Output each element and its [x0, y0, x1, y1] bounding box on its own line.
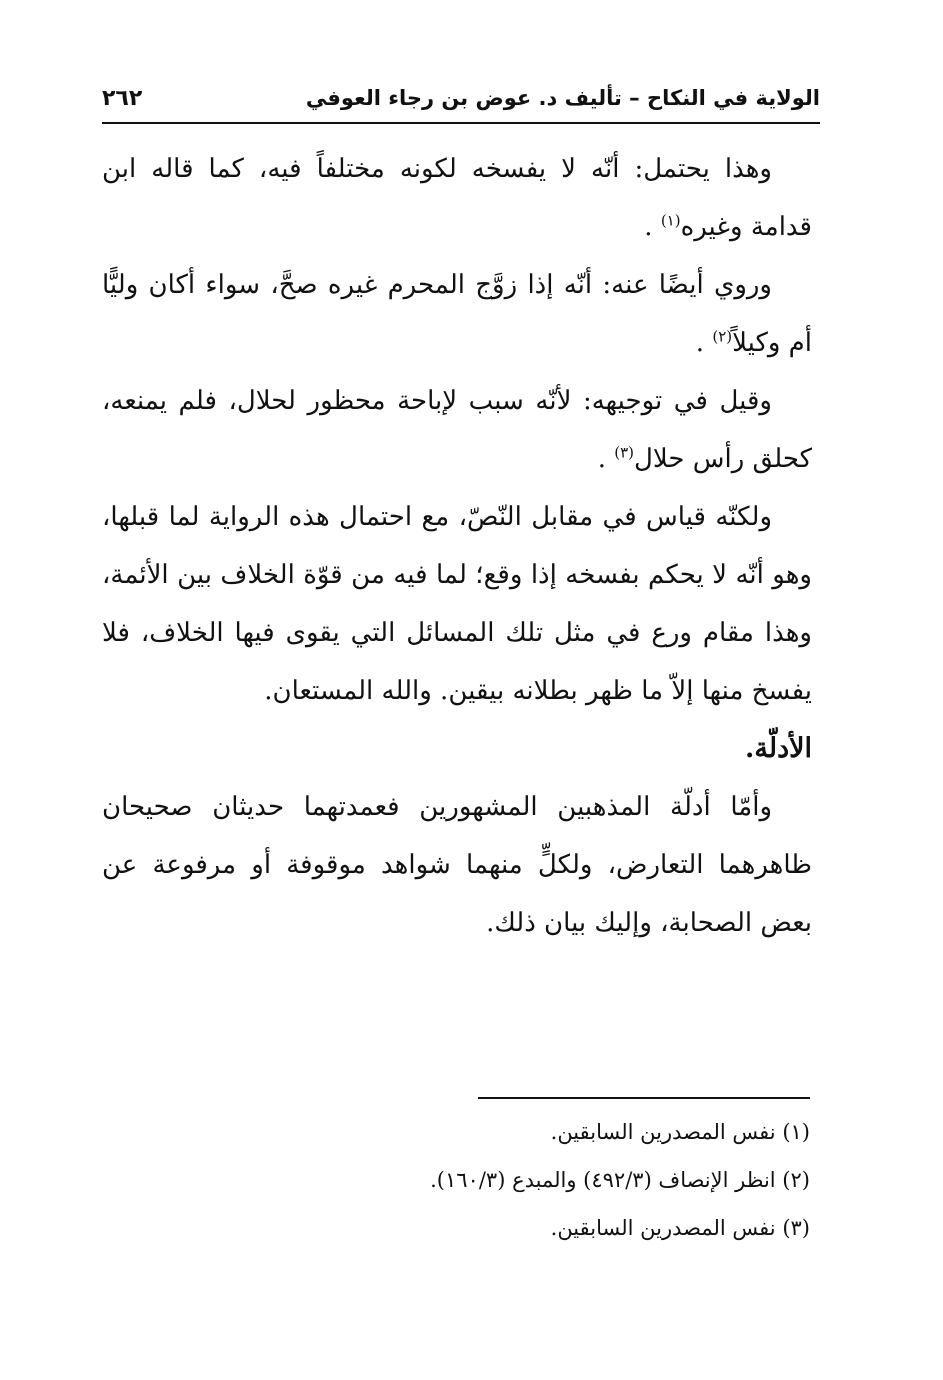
paragraph-2-end: . — [695, 328, 713, 358]
footnote-ref-2[interactable]: (٢) — [712, 327, 733, 346]
paragraph-3-text: وقيل في توجيهه: لأنّه سبب لإباحة محظور لحلال، فلم يمنعه، كحلق رأس حلال — [102, 386, 812, 474]
paragraph-1-end: . — [644, 212, 661, 242]
paragraph-4: ولكنّه قياس في مقابل النّصّ، مع احتمال هذه الرواية لما قبلها، وهو أنّه لا يحكم بفسخه إذا وقع؛ لما فيه من قوّة الخلاف بين الأئمة، وهذا مقام ورع في مثل تلك المسائل التي يقوى فيها الخلاف، فلا يفسخ منها إلاّ ما ظهر بطلانه بيقين. والله المستعان. — [102, 502, 812, 706]
footnote-2: (٢) انظر الإنصاف (٤٩٢/٣) والمبدع (١٦٠/٣). — [430, 1168, 810, 1192]
paragraph-1 — [102, 140, 812, 256]
running-header — [102, 84, 820, 124]
footnote-3: (٣) نفس المصدرين السابقين. — [550, 1216, 810, 1240]
page-number: ٢٦٢ — [102, 86, 143, 111]
body-text — [102, 140, 812, 952]
header-rule — [102, 122, 820, 124]
paragraph-1-text: وهذا يحتمل: أنّه لا يفسخه لكونه مختلفاً فيه، كما قاله ابن قدامة وغيره — [102, 154, 812, 242]
book-title: الولاية في النكاح – تأليف د. عوض بن رجاء العوفي — [305, 86, 820, 110]
paragraph-3-end: . — [597, 444, 615, 474]
paragraph-5: وأمّا أدلّة المذهبين المشهورين فعمدتهما حديثان صحيحان ظاهرهما التعارض، ولكلٍّ منهما شواهد موقوفة أو مرفوعة عن بعض الصحابة، وإليك بيان ذلك. — [102, 792, 812, 938]
paragraph-3 — [102, 372, 812, 488]
section-heading: الأدلّة. — [744, 733, 812, 764]
footnotes — [102, 1108, 810, 1252]
footnote-ref-1[interactable]: (١) — [660, 211, 681, 230]
footnote-separator — [478, 1097, 810, 1099]
footnote-1: (١) نفس المصدرين السابقين. — [550, 1120, 810, 1144]
footnote-ref-3[interactable]: (٣) — [614, 443, 635, 462]
paragraph-2 — [102, 256, 812, 372]
paragraph-2-text: وروي أيضًا عنه: أنّه إذا زوَّج المحرم غيره صحَّ، سواء أكان وليًّا أم وكيلاً — [102, 270, 812, 358]
